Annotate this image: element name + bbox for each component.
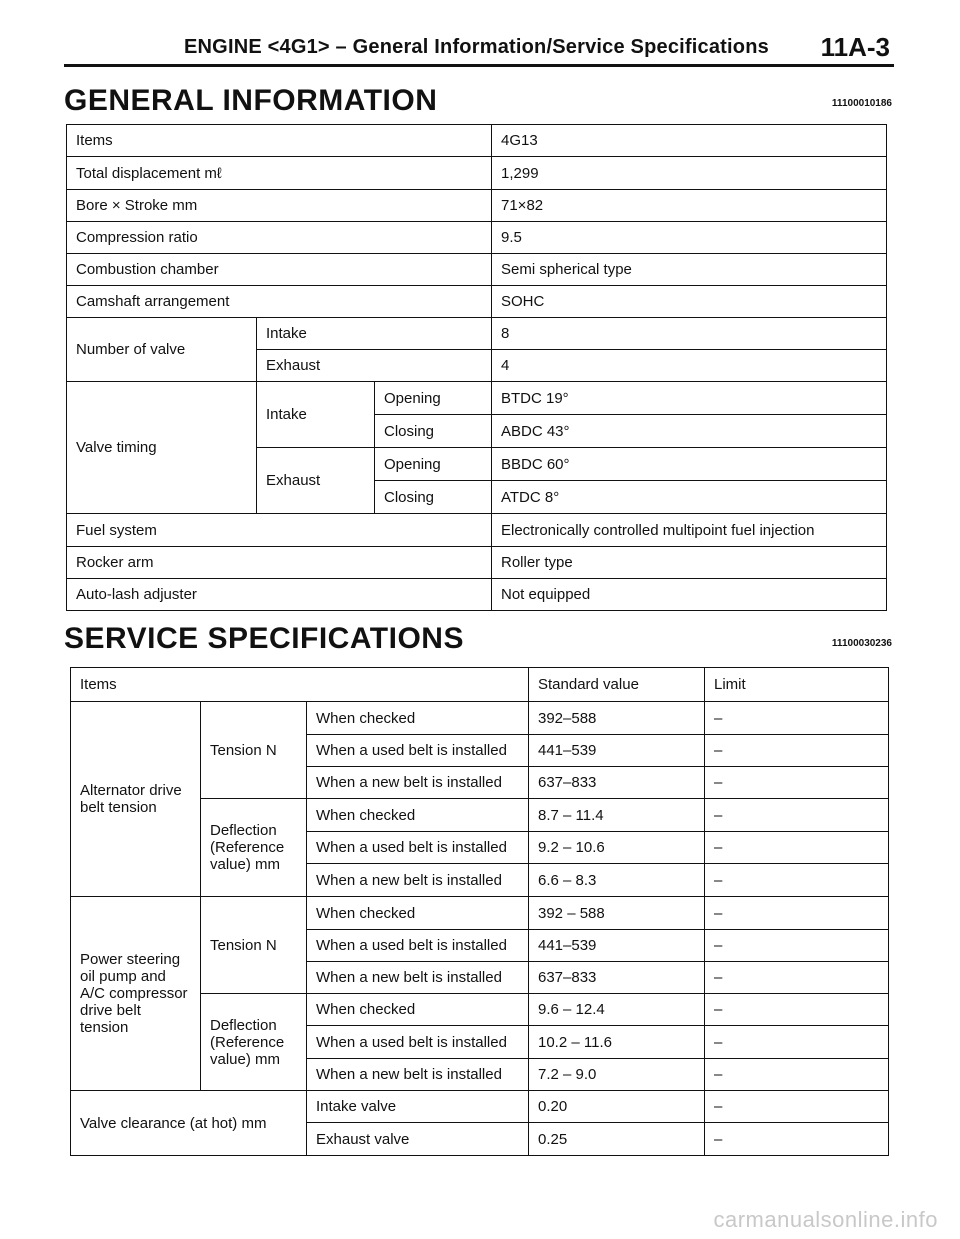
- combustion-chamber-value: Semi spherical type: [492, 254, 887, 286]
- combustion-chamber-label: Combustion chamber: [67, 254, 492, 286]
- limit-cell: –: [705, 767, 889, 799]
- bore-stroke-value: 71×82: [492, 190, 887, 222]
- exhaust-closing-value: ATDC 8°: [492, 481, 887, 514]
- intake-closing-label: Closing: [375, 415, 492, 448]
- table-row: [67, 547, 887, 579]
- standard-cell: 8.7 – 11.4: [529, 799, 705, 832]
- condition-cell: Exhaust valve: [307, 1123, 529, 1156]
- limit-cell: –: [705, 799, 889, 832]
- standard-cell: 441–539: [529, 930, 705, 962]
- items-header: Items: [71, 668, 529, 702]
- standard-cell: 9.6 – 12.4: [529, 994, 705, 1026]
- power-steering-tension-label: Tension N: [201, 897, 307, 994]
- valve-exhaust-label: Exhaust: [257, 350, 492, 382]
- rocker-arm-label: Rocker arm: [67, 547, 492, 579]
- limit-cell: –: [705, 864, 889, 897]
- bore-stroke-label: Bore × Stroke mm: [67, 190, 492, 222]
- compression-ratio-value: 9.5: [492, 222, 887, 254]
- power-steering-belt-label: Power steering oil pump and A/C compressor drive belt tension: [71, 897, 201, 1091]
- engine-model-header: 4G13: [492, 125, 887, 157]
- table-header-row: [67, 125, 887, 157]
- general-information-code: 11100010186: [831, 98, 892, 109]
- condition-cell: When a used belt is installed: [307, 832, 529, 864]
- rocker-arm-value: Roller type: [492, 547, 887, 579]
- condition-cell: When a used belt is installed: [307, 735, 529, 767]
- header-title: ENGINE <4G1> – General Information/Service Specifications: [184, 36, 769, 58]
- table-row: [67, 382, 887, 415]
- limit-cell: –: [705, 930, 889, 962]
- standard-cell: 6.6 – 8.3: [529, 864, 705, 897]
- limit-cell: –: [705, 994, 889, 1026]
- table-row: [67, 579, 887, 611]
- table-row: [71, 1091, 889, 1123]
- standard-cell: 0.20: [529, 1091, 705, 1123]
- intake-opening-label: Opening: [375, 382, 492, 415]
- general-information-title: GENERAL INFORMATION: [64, 84, 438, 117]
- condition-cell: When a new belt is installed: [307, 1059, 529, 1091]
- intake-closing-value: ABDC 43°: [492, 415, 887, 448]
- valve-clearance-label: Valve clearance (at hot) mm: [71, 1091, 307, 1156]
- page-header: [64, 30, 894, 67]
- auto-lash-label: Auto-lash adjuster: [67, 579, 492, 611]
- exhaust-opening-label: Opening: [375, 448, 492, 481]
- standard-cell: 392 – 588: [529, 897, 705, 930]
- table-row: [67, 222, 887, 254]
- table-row: [67, 318, 887, 350]
- table-row: [71, 702, 889, 735]
- intake-opening-value: BTDC 19°: [492, 382, 887, 415]
- total-displacement-value: 1,299: [492, 157, 887, 190]
- limit-cell: –: [705, 897, 889, 930]
- standard-value-header: Standard value: [529, 668, 705, 702]
- limit-cell: –: [705, 1026, 889, 1059]
- condition-cell: When checked: [307, 994, 529, 1026]
- total-displacement-label: Total displacement mℓ: [67, 157, 492, 190]
- auto-lash-value: Not equipped: [492, 579, 887, 611]
- condition-cell: When checked: [307, 702, 529, 735]
- camshaft-value: SOHC: [492, 286, 887, 318]
- alternator-belt-label: Alternator drive belt tension: [71, 702, 201, 897]
- condition-cell: When checked: [307, 799, 529, 832]
- exhaust-opening-value: BBDC 60°: [492, 448, 887, 481]
- standard-cell: 441–539: [529, 735, 705, 767]
- table-row: [67, 157, 887, 190]
- service-specifications-code: 11100030236: [831, 638, 892, 649]
- standard-cell: 392–588: [529, 702, 705, 735]
- limit-cell: –: [705, 735, 889, 767]
- standard-cell: 0.25: [529, 1123, 705, 1156]
- condition-cell: When a new belt is installed: [307, 767, 529, 799]
- watermark: carmanualsonline.info: [713, 1207, 938, 1232]
- fuel-system-value: Electronically controlled multipoint fuel injection: [492, 514, 887, 547]
- limit-cell: –: [705, 702, 889, 735]
- items-header: Items: [67, 125, 492, 157]
- table-header-row: [71, 668, 889, 702]
- fuel-system-label: Fuel system: [67, 514, 492, 547]
- timing-exhaust-label: Exhaust: [257, 448, 375, 514]
- standard-cell: 10.2 – 11.6: [529, 1026, 705, 1059]
- standard-cell: 637–833: [529, 962, 705, 994]
- condition-cell: When a used belt is installed: [307, 1026, 529, 1059]
- valve-timing-label: Valve timing: [67, 382, 257, 514]
- exhaust-closing-label: Closing: [375, 481, 492, 514]
- standard-cell: 7.2 – 9.0: [529, 1059, 705, 1091]
- alternator-tension-label: Tension N: [201, 702, 307, 799]
- alternator-deflection-label: Deflection (Reference value) mm: [201, 799, 307, 897]
- condition-cell: When a used belt is installed: [307, 930, 529, 962]
- table-row: [67, 286, 887, 318]
- standard-cell: 9.2 – 10.6: [529, 832, 705, 864]
- camshaft-label: Camshaft arrangement: [67, 286, 492, 318]
- limit-header: Limit: [705, 668, 889, 702]
- number-of-valve-label: Number of valve: [67, 318, 257, 382]
- condition-cell: When a new belt is installed: [307, 962, 529, 994]
- valve-intake-value: 8: [492, 318, 887, 350]
- table-row: [67, 254, 887, 286]
- limit-cell: –: [705, 1059, 889, 1091]
- compression-ratio-label: Compression ratio: [67, 222, 492, 254]
- condition-cell: Intake valve: [307, 1091, 529, 1123]
- limit-cell: –: [705, 1091, 889, 1123]
- limit-cell: –: [705, 832, 889, 864]
- service-specifications-title: SERVICE SPECIFICATIONS: [64, 622, 464, 655]
- condition-cell: When checked: [307, 897, 529, 930]
- condition-cell: When a new belt is installed: [307, 864, 529, 897]
- standard-cell: 637–833: [529, 767, 705, 799]
- table-row: [67, 514, 887, 547]
- limit-cell: –: [705, 962, 889, 994]
- valve-intake-label: Intake: [257, 318, 492, 350]
- service-specifications-table: [70, 667, 889, 1156]
- table-row: [67, 190, 887, 222]
- limit-cell: –: [705, 1123, 889, 1156]
- power-steering-deflection-label: Deflection (Reference value) mm: [201, 994, 307, 1091]
- valve-exhaust-value: 4: [492, 350, 887, 382]
- timing-intake-label: Intake: [257, 382, 375, 448]
- general-information-table: [66, 124, 887, 611]
- table-row: [71, 897, 889, 930]
- page-number: 11A-3: [820, 32, 890, 62]
